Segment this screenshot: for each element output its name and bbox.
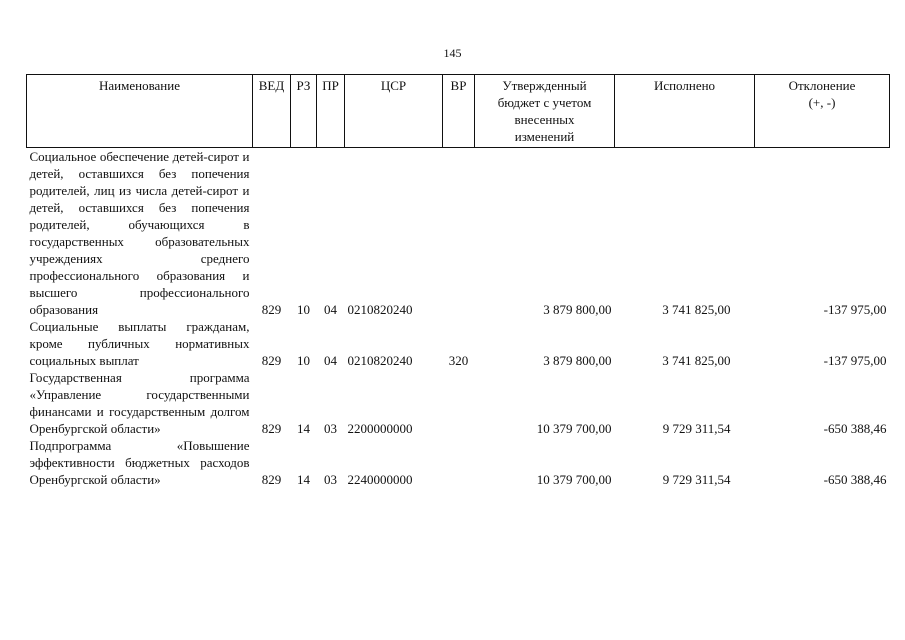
- row-executed: 3 741 825,00: [662, 302, 731, 317]
- row-name: Социальное обеспечение детей-сирот и детей, оставшихся без попечения родителей, лиц из числа детей-сирот и детей, оставшихся без попечения родителей, обучающихся в государственных образовательных учреждениях среднего профессионального образования и высшего профессионального образования: [29, 149, 250, 317]
- table-row: [27, 318, 890, 369]
- row-executed: 9 729 311,54: [662, 421, 731, 436]
- row-deviation: -650 388,46: [823, 472, 887, 487]
- header-approved: Утвержденный бюджет с учетом внесенных изменений: [475, 75, 615, 148]
- row-vr: [443, 369, 475, 437]
- row-csr: 0210820240: [347, 302, 413, 317]
- row-rz: 14: [297, 472, 310, 487]
- row-pr: 03: [324, 472, 337, 487]
- row-ved: 829: [261, 353, 282, 368]
- row-ved: 829: [261, 302, 282, 317]
- table-body: [27, 148, 890, 489]
- row-ved: 829: [261, 472, 282, 487]
- row-name: Подпрограмма «Повышение эффективности бюджетных расходов Оренбургской области»: [29, 438, 250, 487]
- row-csr: 2240000000: [347, 472, 413, 487]
- row-executed: 9 729 311,54: [662, 472, 731, 487]
- row-deviation: -650 388,46: [823, 421, 887, 436]
- page-number: 145: [443, 46, 462, 60]
- table-row: [27, 437, 890, 488]
- header-rz: РЗ: [291, 75, 317, 148]
- row-executed: 3 741 825,00: [662, 353, 731, 368]
- row-pr: 03: [324, 421, 337, 436]
- row-rz: 10: [297, 302, 310, 317]
- row-pr: 04: [324, 353, 337, 368]
- header-deviation: Отклонение (+, -): [755, 75, 890, 148]
- header-csr: ЦСР: [345, 75, 443, 148]
- row-deviation: -137 975,00: [823, 302, 887, 317]
- row-approved: 3 879 800,00: [543, 353, 612, 368]
- row-approved: 3 879 800,00: [543, 302, 612, 317]
- row-rz: 14: [297, 421, 310, 436]
- row-vr: [443, 437, 475, 488]
- header-name: Наименование: [27, 75, 253, 148]
- row-ved: 829: [261, 421, 282, 436]
- row-pr: 04: [324, 302, 337, 317]
- row-csr: 0210820240: [347, 353, 413, 368]
- row-approved: 10 379 700,00: [536, 472, 612, 487]
- budget-table: [26, 74, 890, 488]
- table-row: [27, 148, 890, 319]
- table-row: [27, 369, 890, 437]
- row-name: Государственная программа «Управление государственными финансами и государственным долгом Оренбургской области»: [29, 370, 250, 436]
- header-pr: ПР: [317, 75, 345, 148]
- header-ved: ВЕД: [253, 75, 291, 148]
- row-vr: 320: [448, 353, 469, 368]
- row-approved: 10 379 700,00: [536, 421, 612, 436]
- row-rz: 10: [297, 353, 310, 368]
- row-csr: 2200000000: [347, 421, 413, 436]
- header-vr: ВР: [443, 75, 475, 148]
- header-executed: Исполнено: [615, 75, 755, 148]
- row-vr: [443, 148, 475, 319]
- row-deviation: -137 975,00: [823, 353, 887, 368]
- table-header: [27, 75, 890, 148]
- row-name: Социальные выплаты гражданам, кроме публичных нормативных социальных выплат: [29, 319, 250, 368]
